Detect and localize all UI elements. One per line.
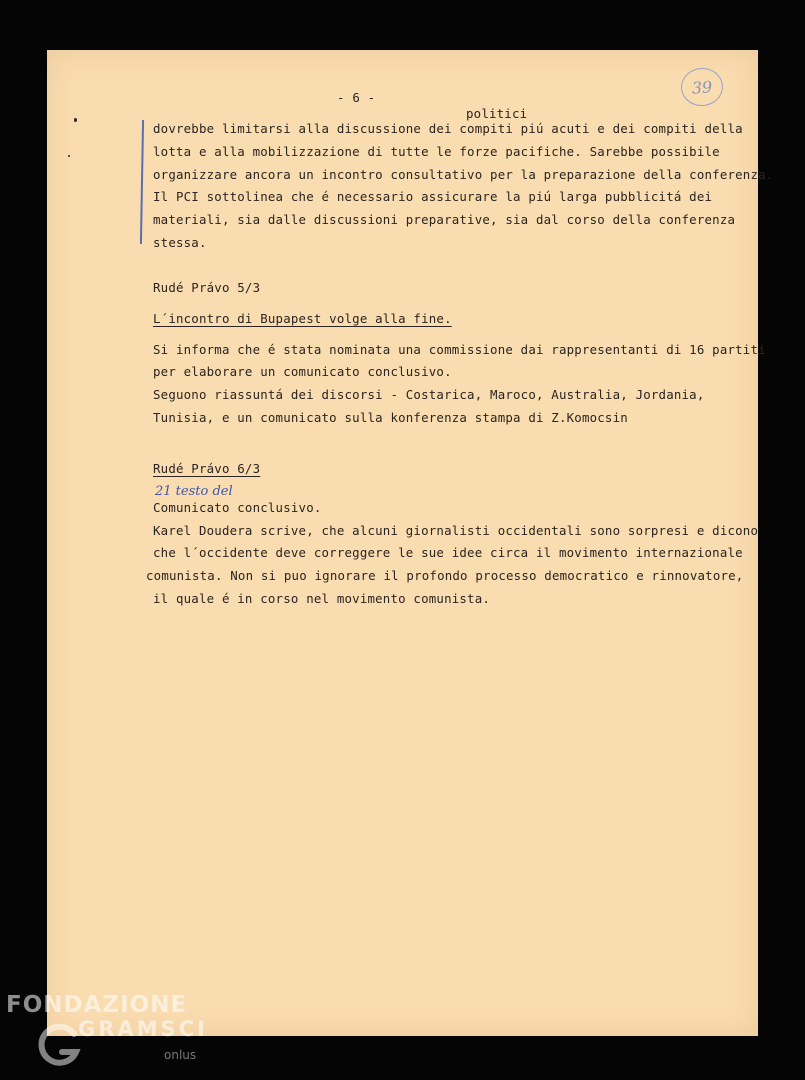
watermark-logo-icon bbox=[36, 1022, 82, 1068]
text-line: organizzare ancora un incontro consultativo per la preparazione della conferenza. bbox=[153, 167, 774, 182]
source-heading: Rudé Právo 5/3 bbox=[153, 280, 261, 295]
article-headline: L´incontro di Bupapest volge alla fine. bbox=[153, 311, 452, 326]
handwritten-note: 21 testo del bbox=[155, 484, 233, 499]
source-heading: Rudé Právo 6/3 bbox=[153, 461, 261, 476]
text-line: il quale é in corso nel movimento comunista. bbox=[153, 591, 491, 606]
text-line: Si informa che é stata nominata una commissione dai rappresentanti di 16 partiti bbox=[153, 342, 766, 357]
text-line: comunista. Non si puo ignorare il profondo processo democratico e rinnovatore, bbox=[146, 568, 744, 583]
archive-page-number: 39 bbox=[680, 67, 725, 108]
watermark-text: GRAMSCI bbox=[78, 1017, 208, 1041]
watermark-text: onlus bbox=[164, 1048, 197, 1062]
paper-speck bbox=[74, 118, 77, 122]
article-headline: Comunicato conclusivo. bbox=[153, 500, 322, 515]
text-line: lotta e alla mobilizzazione di tutte le forze pacifiche. Sarebbe possibile bbox=[153, 144, 720, 159]
text-line: stessa. bbox=[153, 235, 207, 250]
text-line: Tunisia, e un comunicato sulla konferenza stampa di Z.Komocsin bbox=[153, 410, 628, 425]
text-line: Il PCI sottolinea che é necessario assicurare la piú larga pubblicitá dei bbox=[153, 189, 713, 204]
page-number: - 6 - bbox=[337, 90, 376, 105]
watermark-text: FONDAZIONE bbox=[6, 992, 188, 1018]
text-line: Karel Doudera scrive, che alcuni giornalisti occidentali sono sorpresi e dicono bbox=[153, 523, 759, 538]
text-line: materiali, sia dalle discussioni preparative, sia dal corso della conferenza bbox=[153, 212, 736, 227]
text-line: dovrebbe limitarsi alla discussione dei compiti piú acuti e dei compiti della bbox=[153, 121, 743, 136]
text-line: Seguono riassuntá dei discorsi - Costarica, Maroco, Australia, Jordania, bbox=[153, 387, 705, 402]
text-line: per elaborare un comunicato conclusivo. bbox=[153, 364, 452, 379]
handwritten-insertion: politici bbox=[466, 106, 528, 121]
text-line: che l´occidente deve correggere le sue idee circa il movimento internazionale bbox=[153, 545, 743, 560]
paper-speck bbox=[68, 155, 70, 157]
